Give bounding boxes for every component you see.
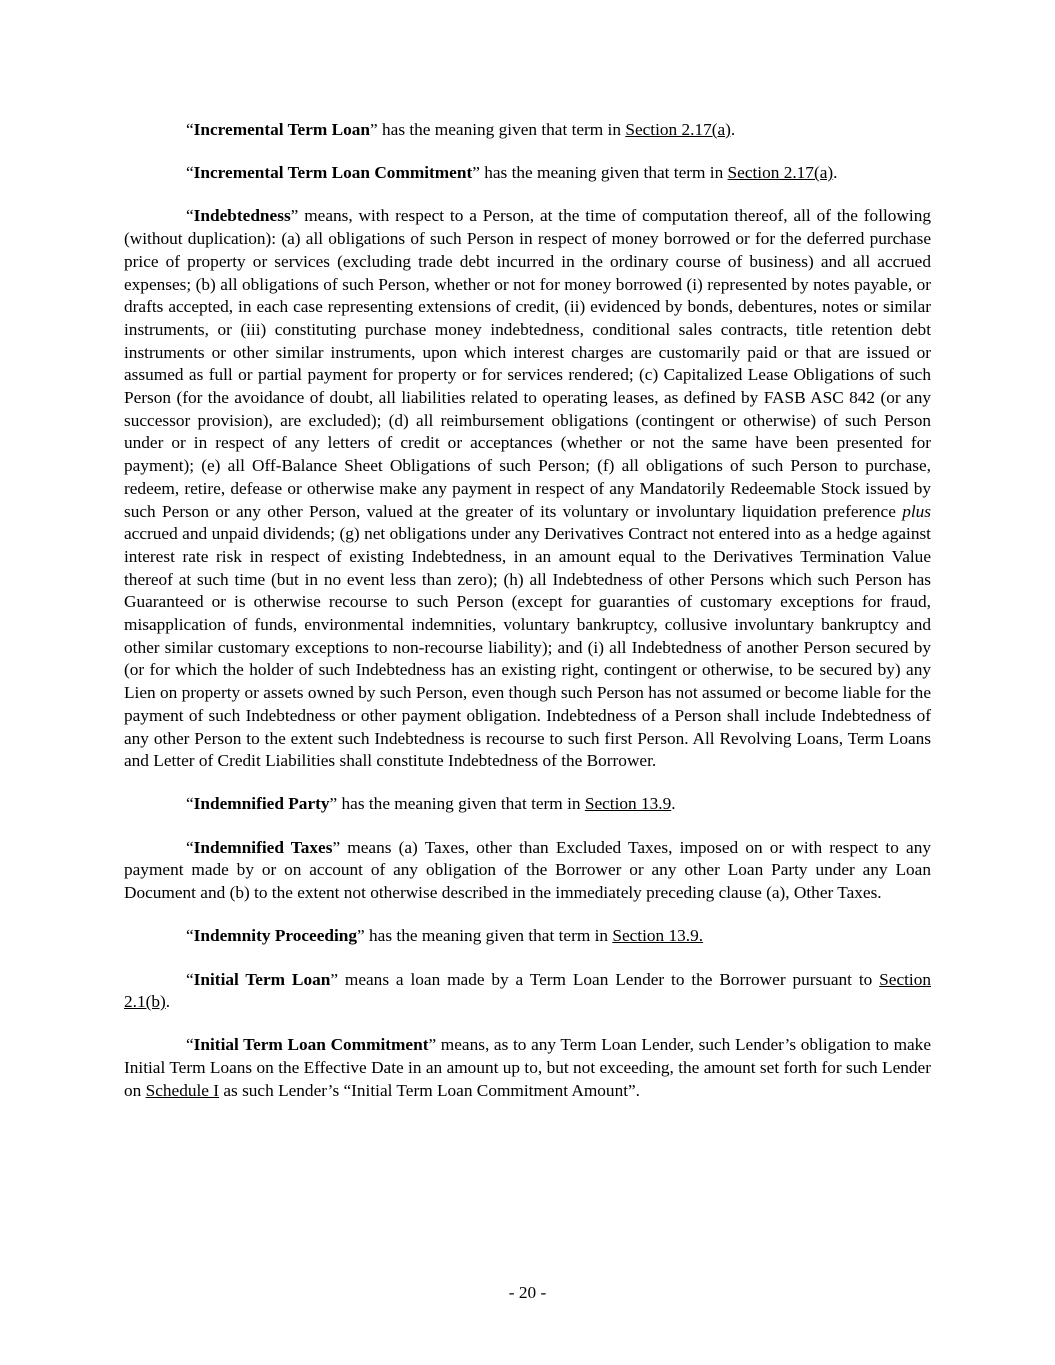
definition-text: means, as to any Term Loan Lender, such Lender’s obligation to make Initial Term Loans on the Effective Date in an amount up to, but not exceeding, the amount set forth for such Lender on — [124, 1035, 931, 1100]
close-quote: ” — [332, 837, 341, 857]
definition-incremental-term-loan — [124, 119, 931, 142]
close-quote: ” — [329, 794, 338, 814]
section-reference-link[interactable]: Section 2.1(b) — [124, 969, 931, 1012]
definition-text: means, with respect to a Person, at the time of computation thereof, all of the following (without duplication): (a) all obligations of such Person in respect of money borrowed or for the deferred purchase price of property or services (excluding trade debt incurred in the ordinary course of business) and all accrued expenses; (b) all obligations of such Person, whether or not for money borrowed (i) represented by notes payable, or drafts accepted, in each case representing extensions of credit, (ii) evidenced by bonds, debentures, notes or similar instruments, or (iii) constituting purchase money indebtedness, conditional sales contracts, title retention debt instruments or other similar instruments, upon which interest charges are customarily paid or that are issued or assumed as full or partial payment for property or for services rendered; (c) Capitalized Lease Obligations of such Person (for the avoidance of doubt, all liabilities related to operating leases, as defined by FASB ASC 842 (or any successor provision), are excluded); (d) all reimbursement obligations (contingent or otherwise) of such Person under or in respect of any letters of credit or acceptances (whether or not the same have been presented for payment); (e) all Off-Balance Sheet Obligations of such Person; (f) all obligations of such Person to purchase, redeem, retire, defease or otherwise make any payment in respect of any Mandatorily Redeemable Stock issued by such Person or any other Person, valued at the greater of its voluntary or involuntary liquidation preference — [124, 206, 931, 521]
section-reference-link[interactable]: Section 2.17(a) — [727, 163, 834, 183]
close-quote: ” — [330, 969, 339, 989]
close-quote: ” — [370, 120, 378, 139]
definition-end: . — [730, 120, 736, 139]
definition-end: . — [671, 794, 676, 814]
open-quote: “ — [186, 969, 194, 989]
open-quote: “ — [186, 794, 194, 814]
definition-text-continued: accrued and unpaid dividends; (g) net obligations under any Derivatives Contract not entered into as a hedge against interest rate risk in respect of existing Indebtedness, in an amount equal to the Derivatives Termination Value thereof at such time (but in no event less than zero); (h) all Indebtedness of other Persons which such Person has Guaranteed or is otherwise recourse to such Person (except for guaranties of customary exceptions for fraud, misapplication of funds, environmental indemnities, voluntary bankruptcy, collusive involuntary bankruptcy and other similar customary exceptions to non-recourse liability); and (i) all Indebtedness of another Person secured by (or for which the holder of such Indebtedness has an existing right, contingent or otherwise, to be secured by) any Lien on property or assets owned by such Person, even though such Person has not assumed or become liable for the payment of such Indebtedness or other payment obligation. Indebtedness of a Person shall include Indebtedness of any other Person to the extent such Indebtedness is recourse to such first Person. All Revolving Loans, Term Loans and Letter of Credit Liabilities shall constitute Indebtedness of the Borrower. — [124, 524, 931, 771]
defined-term: Indebtedness — [193, 206, 291, 226]
open-quote: “ — [186, 1035, 194, 1055]
close-quote: ” — [357, 926, 365, 946]
close-quote: ” — [472, 163, 480, 183]
definition-text: means (a) Taxes, other than Excluded Taxes, imposed on or with respect to any payment made by or on account of any obligation of the Borrower or any other Loan Party under any Loan Document and (b) to the extent not otherwise described in the immediately preceding clause (a), Other Taxes. — [124, 837, 932, 903]
section-reference-link[interactable]: Section 13.9. — [612, 926, 704, 946]
open-quote: “ — [186, 926, 194, 946]
definition-initial-term-loan-commitment — [124, 1034, 931, 1102]
open-quote: “ — [186, 163, 194, 183]
open-quote: “ — [186, 120, 194, 139]
definition-initial-term-loan — [124, 969, 931, 1014]
definition-incremental-term-loan-commitment — [124, 162, 931, 185]
italic-word: plus — [902, 501, 931, 521]
open-quote: “ — [186, 837, 194, 857]
schedule-reference-link[interactable]: Schedule I — [145, 1080, 220, 1100]
defined-term: Indemnified Party — [193, 794, 330, 814]
definition-indebtedness — [124, 205, 931, 773]
definition-indemnified-party — [124, 793, 931, 816]
definition-text: has the meaning given that term in — [479, 163, 728, 183]
close-quote: ” — [428, 1035, 437, 1055]
definition-text: has the meaning given that term in — [377, 120, 626, 139]
definition-end: . — [833, 163, 838, 183]
open-quote: “ — [186, 206, 194, 226]
defined-term: Indemnified Taxes — [193, 837, 333, 857]
defined-term: Incremental Term Loan Commitment — [193, 163, 473, 183]
defined-term: Initial Term Loan — [193, 969, 331, 989]
definition-text-continued: as such Lender’s “Initial Term Loan Commitment Amount”. — [219, 1080, 641, 1100]
section-reference-link[interactable]: Section 13.9 — [584, 794, 672, 814]
definition-text: has the meaning given that term in — [337, 794, 585, 814]
document-body — [124, 119, 931, 1103]
defined-term: Initial Term Loan Commitment — [193, 1035, 429, 1055]
defined-term: Indemnity Proceeding — [193, 926, 358, 946]
definition-indemnity-proceeding — [124, 925, 931, 948]
section-reference-link[interactable]: Section 2.17(a) — [625, 120, 731, 139]
definition-text: has the meaning given that term in — [364, 926, 613, 946]
close-quote: ” — [290, 206, 299, 226]
definition-indemnified-taxes — [124, 837, 931, 905]
definition-end: . — [165, 992, 171, 1012]
page-number: - 20 - — [508, 1283, 547, 1302]
defined-term: Incremental Term Loan — [193, 120, 371, 139]
definition-text: means a loan made by a Term Loan Lender to the Borrower pursuant to — [338, 969, 880, 989]
